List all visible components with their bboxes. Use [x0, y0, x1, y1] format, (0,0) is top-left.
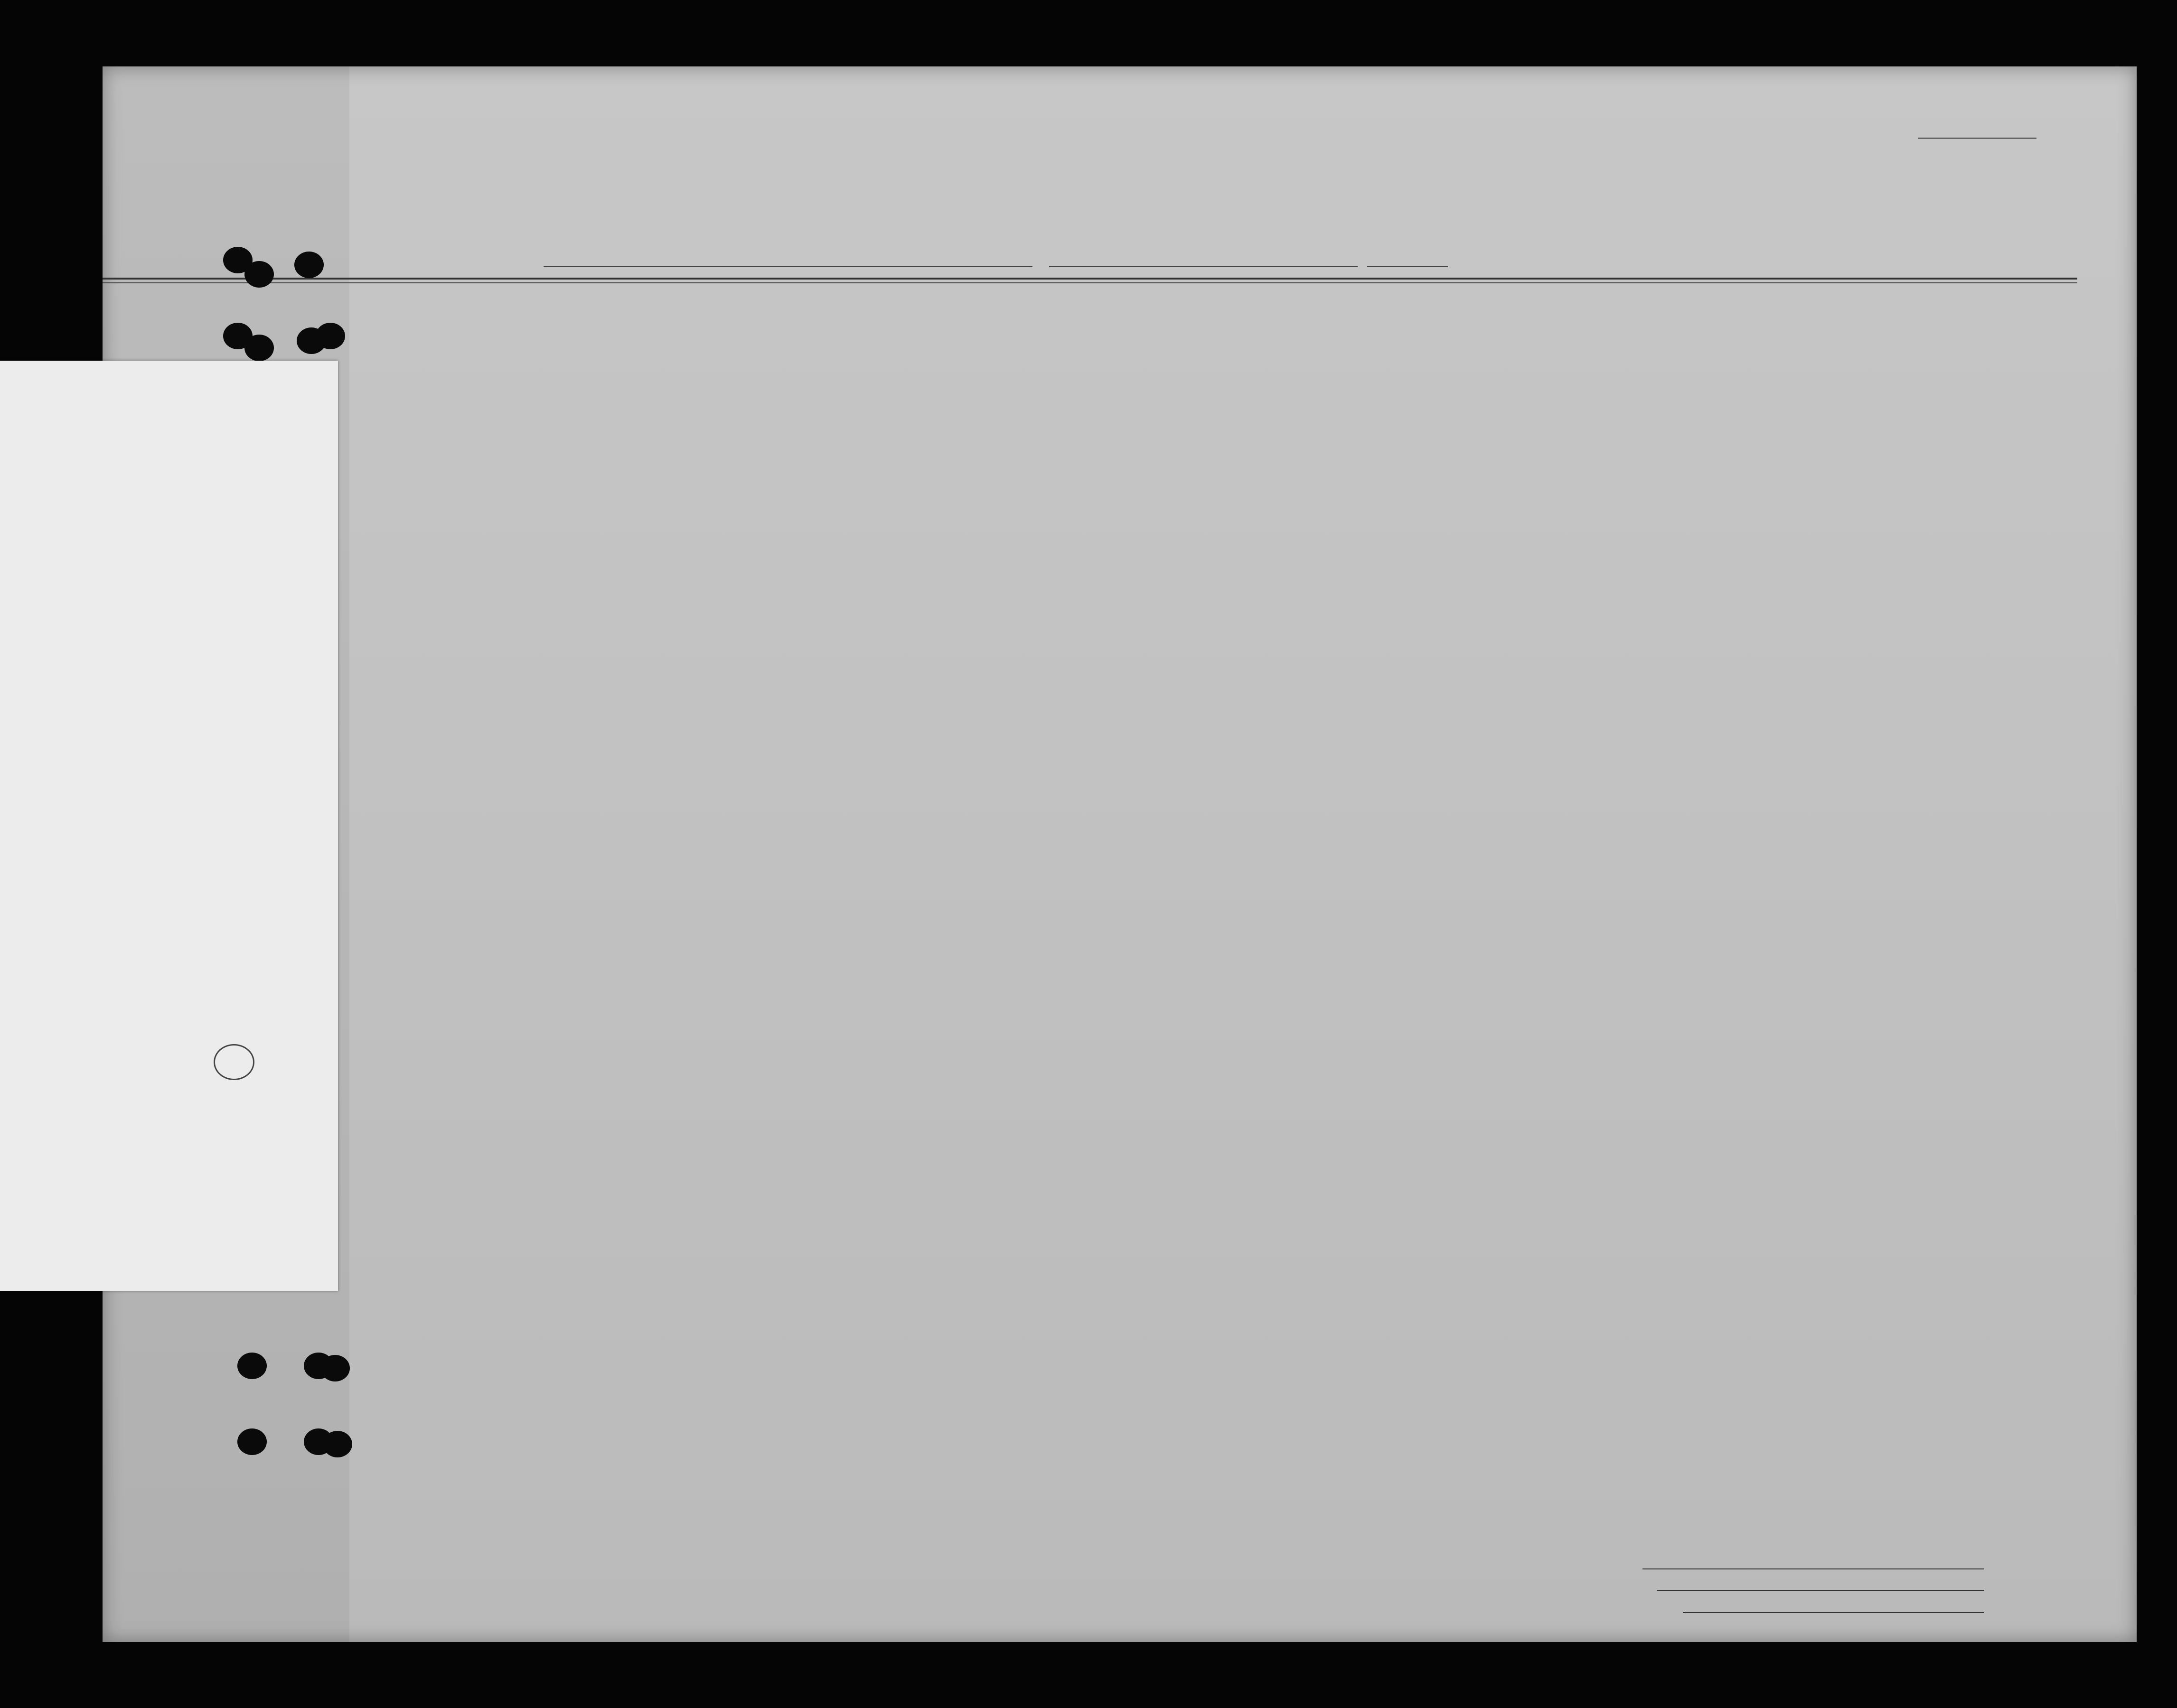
line-underline	[1642, 1568, 1984, 1569]
punch-hole	[323, 1431, 352, 1457]
punch-hole	[244, 261, 274, 288]
punch-hole	[237, 1353, 267, 1379]
instructions-inset	[0, 361, 338, 1291]
punch-hole	[294, 252, 324, 278]
agents-underline	[1683, 1612, 1984, 1613]
punch-hole	[316, 323, 345, 349]
punch-hole	[320, 1355, 350, 1381]
punch-hole	[237, 1428, 267, 1455]
punch-hole	[244, 335, 274, 361]
stamp-mark	[214, 1044, 254, 1080]
owners-underline	[1657, 1590, 1984, 1591]
